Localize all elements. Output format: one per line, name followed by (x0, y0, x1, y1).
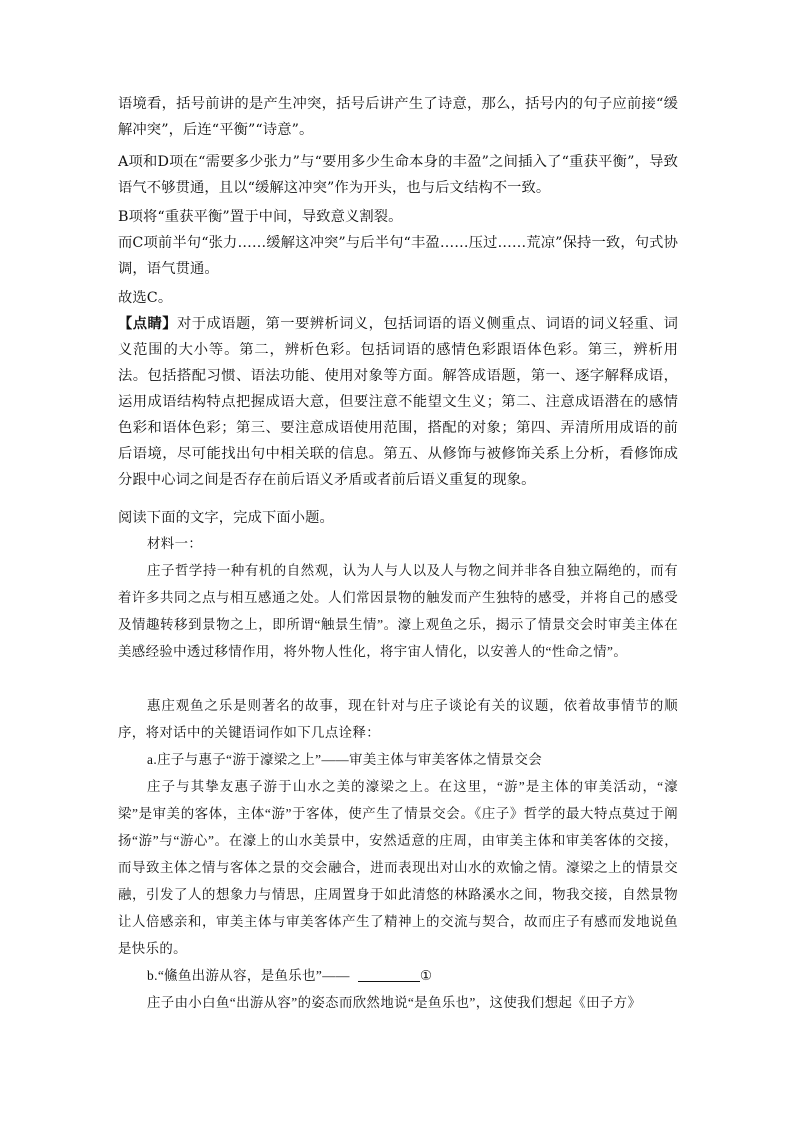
point-b-heading (118, 962, 678, 989)
answer-paragraph-1: 语境看，括号前讲的是产生冲突，括号后讲产生了诗意，那么，括号内的句子应前接“缓解冲突”，后连“平衡”“诗意”。 (118, 96, 678, 138)
reading-instruction: 阅读下面的文字，完成下面小题。 (118, 510, 334, 526)
blank-number-1: ① (419, 968, 433, 983)
answer-paragraph-2: A项和D项在“需要多少张力”与“要用多少生命本身的丰盈”之间插入了“重获平衡”，导致语气不够贯通，且以“缓解这冲突”作为开头，也与后文结构不一致。 (118, 154, 678, 196)
material-heading: 材料一： (147, 536, 203, 551)
answer-blank (358, 966, 420, 982)
point-b-text: b.“鯈鱼出游从容，是鱼乐也”—— (147, 968, 350, 983)
material-paragraph-2: 惠庄观鱼之乐是则著名的故事，现在针对与庄子谈论有关的议题，依着故事情节的顺序，将对话中的关键语词作如下几点诠释： (118, 698, 678, 740)
material-paragraph-1: 庄子哲学持一种有机的自然观，认为人与人以及人与物之间并非各自独立隔绝的，而有着许多共同之点与相互感通之处。人们常因景物的触发而产生独特的感受，并将自己的感受及情趣转移到景物之上，即所谓“触景生情”。濠上观鱼之乐，揭示了情景交会时审美主体在美感经验中透过移情作用，将外物人性化，将宇宙人情化，以安善人的“性命之情”。 (118, 563, 678, 659)
point-a-heading: a.庄子与惠子“游于濠梁之上”——审美主体与审美客体之情景交会 (147, 752, 543, 767)
dianjing-paragraph (118, 311, 678, 493)
answer-paragraph-4: 而C项前半句“张力……缓解这冲突”与后半句“丰盈……压过……荒凉”保持一致，句式协调，语气贯通。 (118, 235, 678, 277)
answer-paragraph-3: B项将“重获平衡”置于中间，导致意义割裂。 (118, 209, 403, 225)
dianjing-label: 【点睛】 (118, 316, 177, 332)
material-paragraph-3: 庄子与其挚友惠子游于山水之美的濠梁之上。在这里，“游”是主体的审美活动，“濠梁”是审美的客体，主体“游”于客体，使产生了情景交会。《庄子》哲学的最大特点莫过于阐扬“游”与“游心”。在濠上的山水美景中，安然适意的庄周，由审美主体和审美客体的交接，而导致主体之情与客体之景的交会融合，进而表现出对山水的欢愉之情。濠梁之上的情景交融，引发了人的想象力与情思，庄周置身于如此清悠的林路溪水之间，物我交接，自然景物让人倍感亲和，审美主体与审美客体产生了精神上的交流与契合，故而庄子有感而发地说鱼是快乐的。 (118, 779, 678, 956)
dianjing-text: 对于成语题，第一要辨析词义，包括词语的语义侧重点、词语的词义轻重、词义范围的大小等。第二，辨析色彩。包括词语的感情色彩跟语体色彩。第三，辨析用法。包括搭配习惯、语法功能、使用对象等方面。解答成语题，第一、逐字解释成语，运用成语结构特点把握成语大意，但要注意不能望文生义；第二、注意成语潜在的感情色彩和语体色彩；第三、要注意成语使用范围，搭配的对象；第四、弄清所用成语的前后语境，尽可能找出句中相关联的信息。第五、从修饰与被修饰关系上分析，看修饰成分跟中心词之间是否存在前后语义矛盾或者前后语义重复的现象。 (118, 316, 678, 488)
answer-conclusion: 故选C。 (118, 290, 173, 306)
material-paragraph-4: 庄子由小白鱼“出游从容”的姿态而欣然地说“是鱼乐也”，这使我们想起《田子方》 (147, 995, 642, 1010)
